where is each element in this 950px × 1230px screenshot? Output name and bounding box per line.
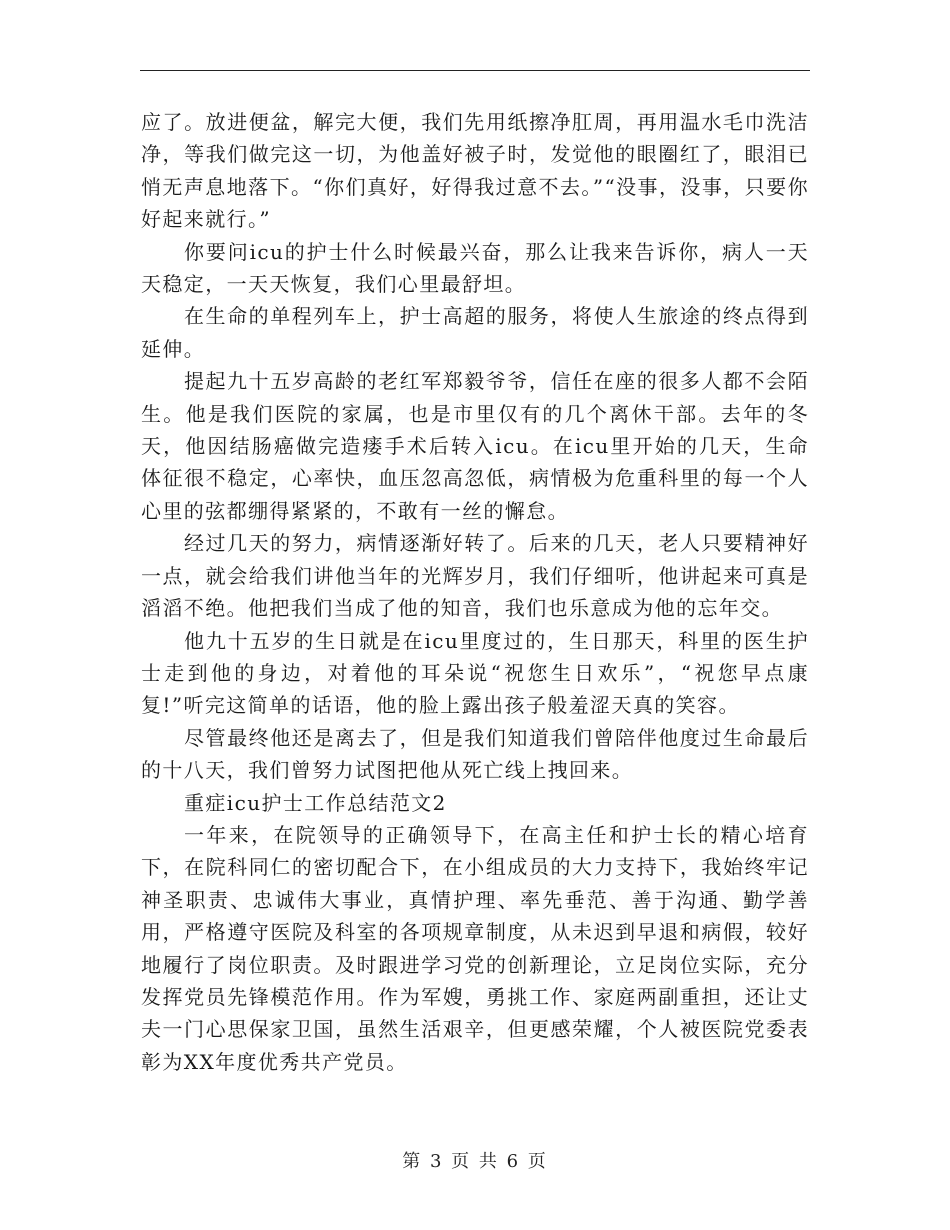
paragraph-veteran: 提起九十五岁高龄的老红军郑毅爷爷，信任在座的很多人都不会陌生。他是我们医院的家属，也是市里仅有的几个离休干部。去年的冬天，他因结肠癌做完造瘘手术后转入icu。在icu里开始的几天，生命体征很不稳定，心率快，血压忽高忽低，病情极为危重科里的每一个人心里的弦都绷得紧紧的，不敢有一丝的懈怠。 [141,369,809,523]
header-rule [140,70,810,71]
paragraph-passing: 尽管最终他还是离去了，但是我们知道我们曾陪伴他度过生命最后的十八天，我们曾努力试图把他从死亡线上拽回来。 [141,725,809,783]
paragraph-train: 在生命的单程列车上，护士高超的服务，将使人生旅途的终点得到延伸。 [141,304,809,361]
paragraph-year: 一年来，在院领导的正确领导下，在高主任和护士长的精心培育下，在院科同仁的密切配合下，在小组成员的大力支持下，我始终牢记神圣职责、忠诚伟大事业，真情护理、率先垂范、善于沟通、勤学善用，严格遵守医院及科室的各项规章制度，从未迟到早退和病假，较好地履行了岗位职责。及时跟进学习党的创新理论，立足岗位实际，充分发挥党员先锋模范作用。作为军嫂，勇挑工作、家庭两副重担，还让丈夫一门心思保家卫国，虽然生活艰辛，但更感荣耀，个人被医院党委表彰为XX年度优秀共产党员。 [141,822,809,1074]
section-heading: 重症icu护士工作总结范文2 [184,790,447,815]
paragraph-continued: 应了。放进便盆，解完大便，我们先用纸擦净肛周，再用温水毛巾洗洁净，等我们做完这一切，为他盖好被子时，发觉他的眼圈红了，眼泪已悄无声息地落下。“你们真好，好得我过意不去。”“没事，没事，只要你好起来就行。” [141,110,809,232]
page-footer: 第 3 页 共 6 页 [402,1151,548,1172]
document-body [141,106,809,1078]
paragraph-birthday: 他九十五岁的生日就是在icu里度过的，生日那天，科里的医生护士走到他的身边，对着他的耳朵说“祝您生日欢乐”，“祝您早点康复!”听完这简单的话语，他的脸上露出孩子般羞涩天真的笑容。 [141,628,809,718]
paragraph-icu-nurse: 你要问icu的护士什么时候最兴奋，那么让我来告诉你，病人一天天稳定，一天天恢复，我们心里最舒坦。 [141,239,809,297]
paragraph-recovery: 经过几天的努力，病情逐渐好转了。后来的几天，老人只要精神好一点，就会给我们讲他当年的光辉岁月，我们仔细听，他讲起来可真是滔滔不绝。他把我们当成了他的知音，我们也乐意成为他的忘年交。 [141,531,809,621]
